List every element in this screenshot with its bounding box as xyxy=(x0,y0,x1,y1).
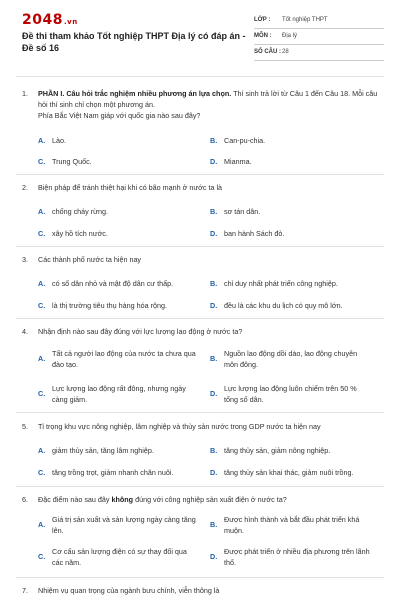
option-letter: B. xyxy=(210,446,218,455)
question-prompt: Nhận định nào sau đây đúng với lực lượng lao động ở nước ta? xyxy=(38,327,243,336)
option-text: tăng thủy sản, giảm nông nghiệp. xyxy=(224,446,331,455)
info-row-class xyxy=(254,13,384,29)
info-key: MÔN : xyxy=(254,33,272,39)
option-text: giảm thủy sản, tăng lâm nghiệp. xyxy=(52,446,154,455)
option-text: tăng thủy sản khai thác, giảm nuôi trồng. xyxy=(224,468,354,477)
option-text: xây hồ tích nước. xyxy=(52,229,108,238)
option-letter: C. xyxy=(38,389,46,398)
question-prompt: Nhiệm vụ quan trọng của ngành bưu chính, viễn thông là xyxy=(38,586,220,595)
question-6 xyxy=(22,494,382,506)
option-letter: B. xyxy=(210,520,218,529)
question-text xyxy=(38,88,382,121)
option-text: Lào. xyxy=(52,136,66,145)
question-prompt xyxy=(38,494,382,505)
option-text: Giá trị sản xuất và sản lượng ngày càng tăng lên. xyxy=(52,515,196,535)
divider xyxy=(16,76,384,77)
divider xyxy=(16,174,384,175)
question-number: 5. xyxy=(22,422,28,431)
option-letter: A. xyxy=(38,354,46,363)
question-7 xyxy=(22,585,382,597)
option-letter: B. xyxy=(210,354,218,363)
option-text: Lực lượng lao động rất đông, nhưng ngày càng giảm. xyxy=(52,384,186,404)
divider xyxy=(16,577,384,578)
prompt-part: Đặc điểm nào sau đây xyxy=(38,495,112,504)
question-number: 3. xyxy=(22,255,28,264)
option-letter: A. xyxy=(38,207,46,216)
exam-info-table xyxy=(254,13,384,61)
option-text: Được phát triển ở nhiều địa phương trên lãnh thổ. xyxy=(224,547,370,567)
prompt-emphasis: không xyxy=(111,495,134,504)
info-row-subject xyxy=(254,29,384,45)
option-text: Can-pu-chia. xyxy=(224,136,266,145)
option-text: Mianma. xyxy=(224,157,252,166)
option-text: Cơ cấu sản lượng điện có sự thay đổi qua các năm. xyxy=(52,547,187,567)
option-letter: D. xyxy=(210,552,218,561)
option-letter: C. xyxy=(38,552,46,561)
info-key: LỚP : xyxy=(254,17,271,23)
option-text: Nguồn lao động dồi dào, lao động chuyên môn đông. xyxy=(224,349,358,369)
question-1 xyxy=(22,88,382,128)
section-heading: PHẦN I. Câu hỏi trắc nghiệm nhiều phương án lựa chọn. xyxy=(38,89,232,98)
option-letter: D. xyxy=(210,468,218,477)
option-letter: C. xyxy=(38,157,46,166)
question-prompt: Biện pháp để tránh thiệt hại khi có bão mạnh ở nước ta là xyxy=(38,183,223,192)
info-key: SỐ CÂU : xyxy=(254,49,281,55)
info-value: 28 xyxy=(282,49,289,55)
option-text: Được hình thành và bắt đầu phát triển khá muộn. xyxy=(224,515,360,535)
info-value: Địa lý xyxy=(282,33,298,39)
info-row-count xyxy=(254,45,384,61)
option-letter: D. xyxy=(210,301,218,310)
section-instructions: Thí sinh trả lời từ Câu 1 đến Câu 18. Mỗi câu hỏi thí sinh chỉ chọn một phương án. xyxy=(38,89,378,109)
divider xyxy=(16,412,384,413)
document-header xyxy=(0,0,400,66)
question-3 xyxy=(22,254,382,266)
option-letter: D. xyxy=(210,389,218,398)
option-text: ban hành Sách đỏ. xyxy=(224,229,285,238)
question-prompt: Tỉ trọng khu vực nông nghiệp, lâm nghiệp và thủy sản nước trong GDP nước ta hiện nay xyxy=(38,422,321,431)
question-number: 2. xyxy=(22,183,28,192)
option-letter: A. xyxy=(38,136,46,145)
option-letter: C. xyxy=(38,301,46,310)
site-logo[interactable] xyxy=(22,12,78,28)
question-number: 1. xyxy=(22,89,28,98)
option-text: tăng trồng trọt, giảm nhanh chăn nuôi. xyxy=(52,468,174,477)
option-letter: A. xyxy=(38,446,46,455)
question-number: 4. xyxy=(22,327,28,336)
option-letter: A. xyxy=(38,279,46,288)
divider xyxy=(16,318,384,319)
option-text: Trung Quốc. xyxy=(52,157,92,166)
question-4 xyxy=(22,326,382,338)
option-letter: B. xyxy=(210,136,218,145)
option-text: chống cháy rừng. xyxy=(52,207,108,216)
question-2 xyxy=(22,182,382,194)
question-prompt: Phía Bắc Việt Nam giáp với quốc gia nào sau đây? xyxy=(38,111,201,120)
option-text: chỉ duy nhất phát triển công nghiệp. xyxy=(224,279,338,288)
option-letter: D. xyxy=(210,157,218,166)
option-text: sơ tán dân. xyxy=(224,207,261,216)
option-letter: C. xyxy=(38,468,46,477)
question-5 xyxy=(22,421,382,433)
logo-main-text: 2048 xyxy=(22,12,63,28)
divider xyxy=(16,486,384,487)
exam-title: Đề thi tham khảo Tốt nghiệp THPT Địa lý có đáp án - Đề số 16 xyxy=(22,31,246,53)
option-text: Tất cả người lao động của nước ta chưa qua đào tạo. xyxy=(52,349,196,369)
question-number: 7. xyxy=(22,586,28,595)
question-prompt: Các thành phố nước ta hiện nay xyxy=(38,255,142,264)
option-text: đều là các khu du lịch có quy mô lớn. xyxy=(224,301,343,310)
info-value: Tốt nghiệp THPT xyxy=(282,17,328,23)
logo-domain-text: .vn xyxy=(63,18,78,26)
option-text: là thị trường tiêu thụ hàng hóa rộng. xyxy=(52,301,168,310)
option-letter: B. xyxy=(210,207,218,216)
option-letter: A. xyxy=(38,520,46,529)
prompt-part: đúng với công nghiệp sản xuất điện ở nước ta? xyxy=(133,495,287,504)
question-number: 6. xyxy=(22,495,28,504)
option-text: Lực lượng lao động luôn chiếm trên 50 % tổng số dân. xyxy=(224,384,357,404)
option-letter: D. xyxy=(210,229,218,238)
divider xyxy=(16,246,384,247)
option-letter: C. xyxy=(38,229,46,238)
option-text: có số dân nhỏ và mật độ dân cư thấp. xyxy=(52,279,174,288)
option-letter: B. xyxy=(210,279,218,288)
